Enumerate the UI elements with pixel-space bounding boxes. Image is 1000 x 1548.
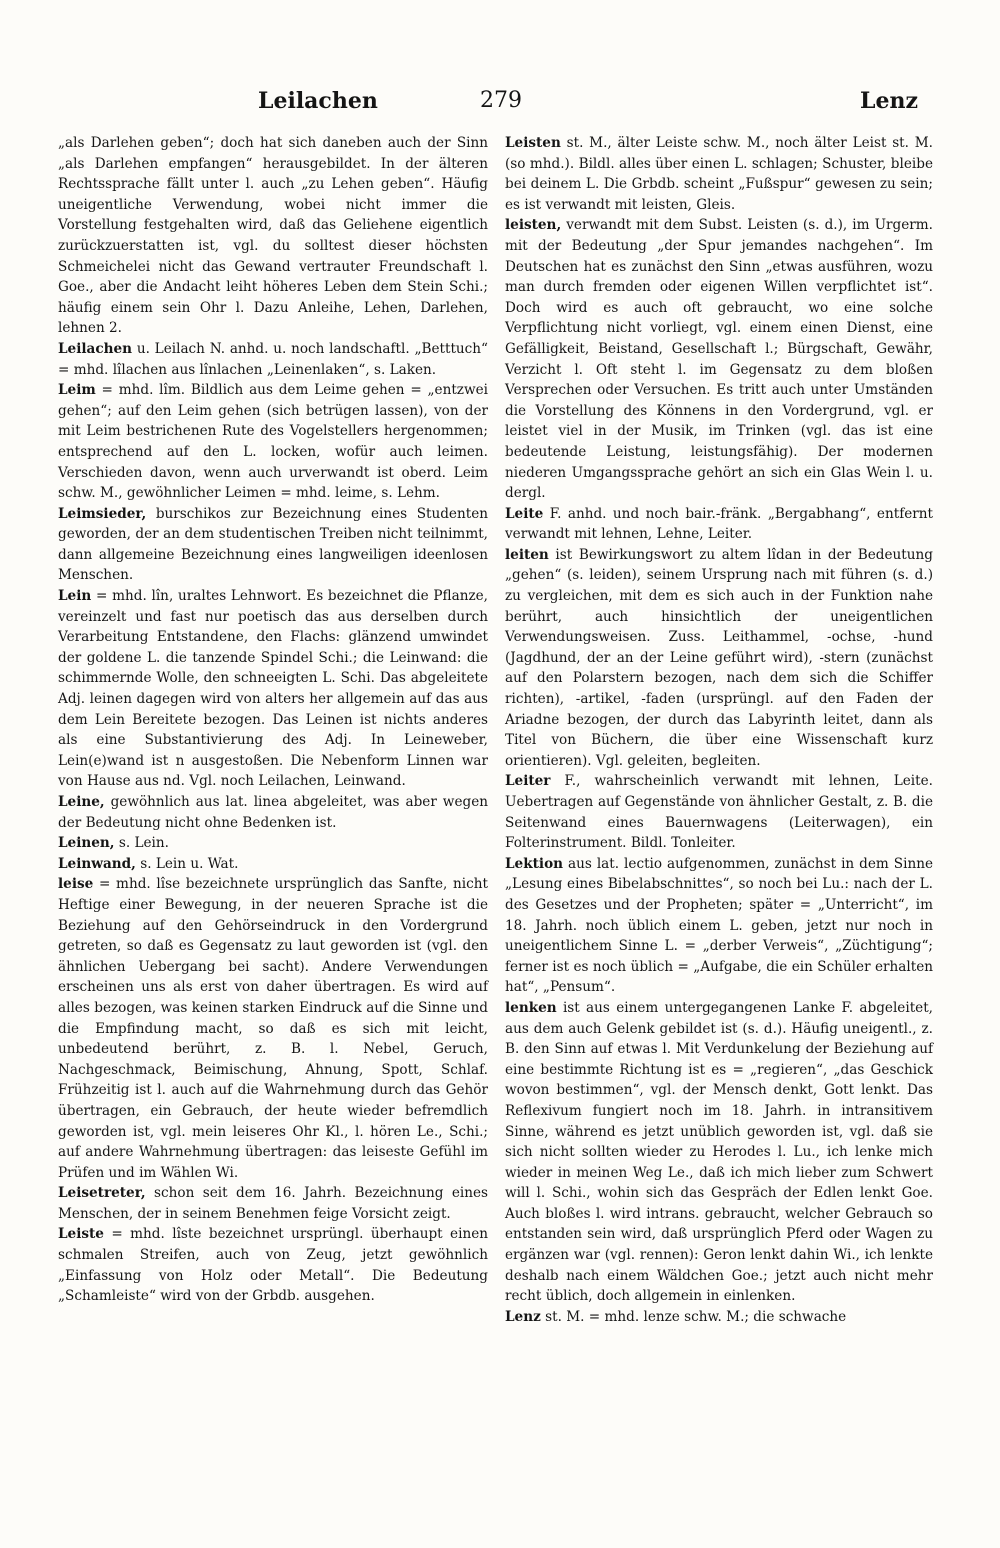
entry-text: ist aus einem untergegangenen Lanke F. abgeleitet, aus dem auch Gelenk gebildet ist (s. d.). Häufig uneigentl., z. B. den Sinn auf etwas l. Mit Verdunkelung der Beziehung auf eine bestimmte Richtung ist es = „regieren“, „das Geschick wovon bestimmen“, vgl. der Mensch denkt, Gott lenkt. Das Reflexivum fungiert noch im 18. Jahrh. in intransitivem Sinne, während es jetzt unüblich geworden ist, vgl. daß sie sich nicht sollten wieder zu Herodes l. Lu., ich lenke mich wieder in meinen Weg Le., daß ich mich lieber zum Schwert will l. Schi., wohin sich das Gespräch der Edlen lenkt Goe. Auch bloßes l. wird intrans. gebraucht, welcher Gebrauch so entstanden sein wird, daß ursprünglich Pferd oder Wagen zu ergänzen war (vgl. rennen): Geron lenkt dahin Wi., ich lenkte deshalb nach einem Wäldchen Goe.; jetzt auch nicht mehr recht üblich, doch allgemein in einlenken. xyxy=(505,999,933,1305)
dictionary-entry xyxy=(505,545,933,772)
dictionary-entry xyxy=(505,854,933,998)
entry-lemma: Leisetreter, xyxy=(58,1185,146,1202)
dictionary-entry xyxy=(58,339,488,380)
entry-lemma: leise xyxy=(58,876,94,893)
entry-lemma: Leine, xyxy=(58,794,105,810)
entry-text: „als Darlehen geben“; doch hat sich daneben auch der Sinn „als Darlehen empfangen“ herausgebildet. In der älteren Rechtssprache fällt unter l. auch „zu Lehen geben“. Häufig uneigentliche Verwendung, wobei nicht immer die Vorstellung festgehalten wird, daß das Geliehene eigentlich zurückzuerstatten ist, vgl. du solltest dieser höchsten Schmeichelei nicht das Gewand vertrauter Freundschaft l. Goe., aber die Andacht leiht höheres Leben dem Stein Schi.; häufig einem sein Ohr l. Dazu Anleihe, Lehen, Darlehen, lehnen 2. xyxy=(58,135,488,337)
left-column xyxy=(58,133,488,1307)
entry-text: verwandt mit dem Subst. Leisten (s. d.), im Urgerm. mit der Bedeutung „der Spur jemandes nachgehen“. Im Deutschen hat es zunächst den Sinn „etwas ausführen, wozu man durch fremden oder eigenen Willen verpflichtet ist“. Doch wird es auch oft gebraucht, wo eine solche Verpflichtung nicht vorliegt, vgl. einem einen Dienst, eine Gefälligkeit, Beistand, Gesellschaft l.; Bürgschaft, Gewähr, Verzicht l. Oft steht l. im Gegensatz zu dem bloßen Versprechen oder Versuchen. Es tritt auch unter Umständen die Vorstellung des Könnens in den Vordergrund, vgl. er leistet viel in der Musik, im Trinken (vgl. das ist eine bedeutende Leistung, leistungsfähig). Der modernen niederen Umgangssprache gehört an sich ein Glas Wein l. u. dergl. xyxy=(505,217,933,502)
entry-lemma: Leiste xyxy=(58,1226,104,1243)
entry-text: s. Lein u. Wat. xyxy=(135,855,239,872)
entry-text: s. Lein. xyxy=(114,835,169,852)
entry-text: = mhd. lîse bezeichnete ursprünglich das Sanfte, nicht Heftige einer Bewegung, in der neueren Sprache ist die Beziehung auf den Gehörseindruck in den Vordergrund getreten, so daß es Gegensatz zu laut geworden ist (vgl. den ähnlichen Uebergang bei sacht). Andere Verwendungen erscheinen uns als erst von daher übertragen. Es wird auf alles bezogen, was keinen starken Eindruck auf die Sinne und die Empfindung macht, so daß es sich mit leicht, unbedeutend berührt, z. B. l. Nebel, Geruch, Nachgeschmack, Beimischung, Ahnung, Spott, Schlaf. Frühzeitig ist l. auch auf die Wahrnehmung durch das Gehör übertragen, ein Gebrauch, der heute wieder befremdlich geworden ist, vgl. mein leiseres Ohr Kl., l. hören Le., Schi.; auf andere Wahrnehmung übertragen: das leiseste Gefühl im Prüfen und im Wählen Wi. xyxy=(58,876,488,1181)
dictionary-entry xyxy=(58,504,488,586)
entry-lemma: Leim xyxy=(58,382,96,399)
entry-lemma: leisten, xyxy=(505,217,562,234)
entry-text: ist Bewirkungswort zu altem lîdan in der Bedeutung „gehen“ (s. leiden), seinem Ursprung nach mit führen (s. d.) zu vergleichen, mit dem es sich auch in der Funktion nahe berührt, auch hinsichtlich der uneigentlichen Verwendungsweisen. Zuss. Leithammel, -ochse, -hund (Jagdhund, der an der Leine geführt wird), -stern (zunächst auf den Polarstern bezogen, nach dem sich die Schiffer richten), -artikel, -faden (ursprüngl. auf den Faden der Ariadne bezogen, der durch das Labyrinth leitet, dann als Titel von Büchern, die über eine Wissenschaft kurz orientieren). Vgl. geleiten, begleiten. xyxy=(505,546,933,769)
entry-text: = mhd. lîn, uraltes Lehnwort. Es bezeichnet die Pflanze, vereinzelt und fast nur poetisch das aus derselben durch Verarbeitung Entstandene, den Flachs: glänzend umwindet der goldene L. die tanzende Spindel Schi.; die Leinwand: die schimmernde Wolle, den schneeigten L. Schi. Das abgeleitete Adj. leinen dagegen wird von alters her allgemein auf das aus dem Lein Bereitete bezogen. Das Leinen ist nichts anderes als eine Substantivierung des Adj. In Leineweber, Lein(e)wand ist n ausgestoßen. Die Nebenform Linnen war von Hause aus nd. Vgl. noch Leilachen, Leinwand. xyxy=(58,588,488,790)
entry-text: st. M. = mhd. lenze schw. M.; die schwache xyxy=(540,1308,847,1325)
dictionary-entry xyxy=(58,1183,488,1224)
entry-lemma: leiten xyxy=(505,546,549,563)
entry-text: st. M., älter Leiste schw. M., noch älter Leist st. M. (so mhd.). Bildl. alles über einen L. schlagen; Schuster, bleibe bei deinem L. Die Grbdb. scheint „Fußspur“ gewesen zu sein; es ist verwandt mit leisten, Gleis. xyxy=(505,135,933,213)
entry-lemma: Lenz xyxy=(505,1308,541,1325)
entry-text: gewöhnlich aus lat. linea abgeleitet, was aber wegen der Bedeutung nicht ohne Bedenken ist. xyxy=(58,794,488,831)
entry-lemma: Leisten xyxy=(505,135,561,151)
entry-lemma: Lein xyxy=(58,588,92,605)
entry-lemma: Lektion xyxy=(505,855,564,872)
entry-lemma: lenken xyxy=(505,999,557,1016)
dictionary-entry xyxy=(58,874,488,1183)
page-header xyxy=(248,88,924,118)
dictionary-entry xyxy=(505,215,933,503)
dictionary-entry xyxy=(58,380,488,504)
entry-lemma: Leinen, xyxy=(58,835,115,852)
dictionary-entry xyxy=(505,998,933,1307)
right-column xyxy=(505,133,933,1327)
dictionary-entry xyxy=(505,771,933,853)
entry-lemma: Leite xyxy=(505,505,544,522)
entry-lemma: Leimsieder, xyxy=(58,505,147,522)
dictionary-entry xyxy=(505,1307,933,1328)
page-number: 279 xyxy=(480,88,522,113)
entry-lemma: Leiter xyxy=(505,773,551,790)
dictionary-entry xyxy=(58,1224,488,1306)
header-right-catchword: Lenz xyxy=(860,88,918,114)
entry-text: u. Leilach N. anhd. u. noch landschaftl. „Betttuch“ = mhd. lîlachen aus lînlachen „Leinenlaken“, s. Laken. xyxy=(58,340,488,378)
entry-lemma: Leinwand, xyxy=(58,855,136,872)
entry-text: F., wahrscheinlich verwandt mit lehnen, Leite. Uebertragen auf Gegenstände von ähnlicher Gestalt, z. B. die Seitenwand eines Bauernwagens (Leiterwagen), ein Folterinstrument. Bildl. Tonleiter. xyxy=(505,773,933,852)
dictionary-entry xyxy=(58,854,488,875)
entry-text: schon seit dem 16. Jahrh. Bezeichnung eines Menschen, der in seinem Benehmen feige Vorsicht zeigt. xyxy=(58,1185,488,1222)
dictionary-entry xyxy=(505,504,933,545)
entry-text: burschikos zur Bezeichnung eines Studenten geworden, der an dem studentischen Treiben nicht teilnimmt, dann allgemeine Bezeichnung eines langweiligen ideenlosen Menschen. xyxy=(58,505,488,584)
dictionary-entry xyxy=(58,792,488,833)
entry-text: = mhd. lîm. Bildlich aus dem Leime gehen = „entzwei gehen“; auf den Leim gehen (sich betrügen lassen), von der mit Leim bestrichenen Rute des Vogelstellers hergenommen; entsprechend auf den L. locken, wofür auch leimen. Verschieden davon, wenn auch urverwandt ist oberd. Leim schw. M., gewöhnlicher Leimen = mhd. leime, s. Lehm. xyxy=(58,382,488,502)
entry-lemma: Leilachen xyxy=(58,340,133,357)
entry-text: aus lat. lectio aufgenommen, zunächst in dem Sinne „Lesung eines Bibelabschnittes“, so noch bei Lu.: nach der L. des Gesetzes und der Propheten; später = „Unterricht“, im 18. Jahrh. noch üblich einem L. geben, jetzt nur noch in uneigentlichem Sinne L. = „derber Verweis“, „Züchtigung“; ferner ist es noch üblich = „Aufgabe, die ein Schüler erhalten hat“, „Pensum“. xyxy=(505,855,933,996)
entry-text: F. anhd. und noch bair.-fränk. „Bergabhang“, entfernt verwandt mit lehnen, Lehne, Leiter. xyxy=(505,505,933,543)
header-left-catchword: Leilachen xyxy=(258,88,378,114)
dictionary-entry xyxy=(58,133,488,339)
dictionary-entry xyxy=(58,833,488,854)
dictionary-entry xyxy=(58,586,488,792)
entry-text: = mhd. lîste bezeichnet ursprüngl. überhaupt einen schmalen Streifen, auch von Zeug, jetzt gewöhnlich „Einfassung von Holz oder Metall“. Die Bedeutung „Schamleiste“ wird von der Grbdb. ausgehen. xyxy=(58,1226,488,1305)
dictionary-entry xyxy=(505,133,933,215)
